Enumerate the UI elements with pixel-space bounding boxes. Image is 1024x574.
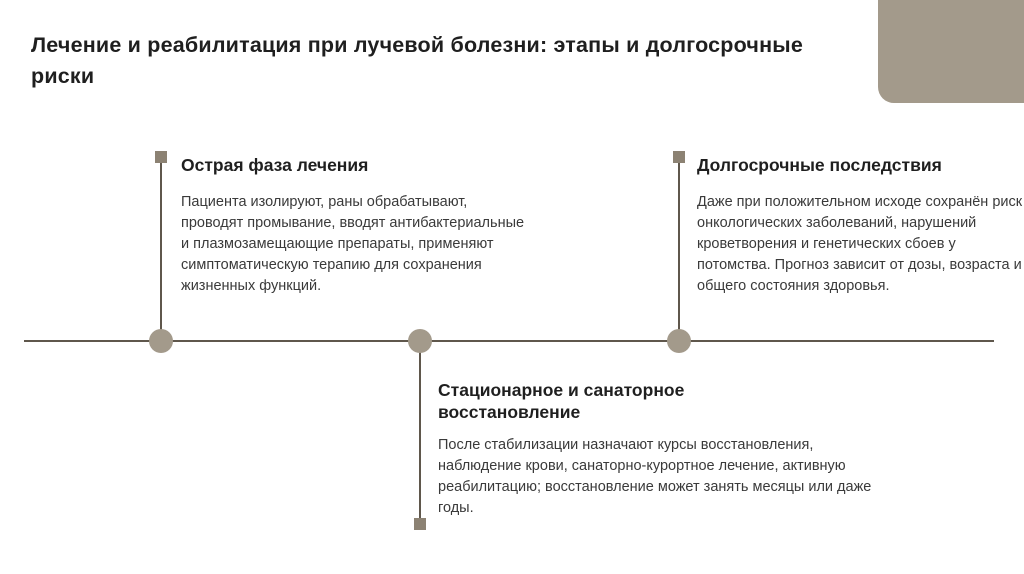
stage-3-heading: Долгосрочные последствия [697, 155, 942, 175]
stage-3-description: Даже при положительном исходе сохранён риск онкологических заболеваний, нарушений кроветворения и генетических сбоев у потомства. Прогноз зависит от дозы, возраста и общего состояния здоровья. [697, 194, 1023, 294]
stage-2-connector [419, 342, 421, 524]
stage-1-connector [160, 160, 162, 340]
page-title: Лечение и реабилитация при лучевой болезни: этапы и долгосрочные риски [31, 33, 803, 88]
stage-2-node [408, 329, 432, 353]
stage-3-marker [673, 151, 685, 163]
stage-3-node [667, 329, 691, 353]
stage-2-marker [414, 518, 426, 530]
stage-2-heading: Стационарное и санаторное восстановление [438, 380, 685, 422]
stage-1-marker [155, 151, 167, 163]
stage-2-description: После стабилизации назначают курсы восстановления, наблюдение крови, санаторно-курортное лечение, активную реабилитацию; восстановление может занять месяцы или даже годы. [438, 437, 872, 516]
corner-decoration [878, 0, 1024, 103]
stage-1-heading: Острая фаза лечения [181, 155, 369, 175]
stage-1-description: Пациента изолируют, раны обрабатывают, проводят промывание, вводят антибактериальные и плазмозамещающие препараты, применяют симптоматическую терапию для сохранения жизненных функций. [181, 194, 525, 294]
stage-1-node [149, 329, 173, 353]
stage-3-connector [678, 160, 680, 340]
